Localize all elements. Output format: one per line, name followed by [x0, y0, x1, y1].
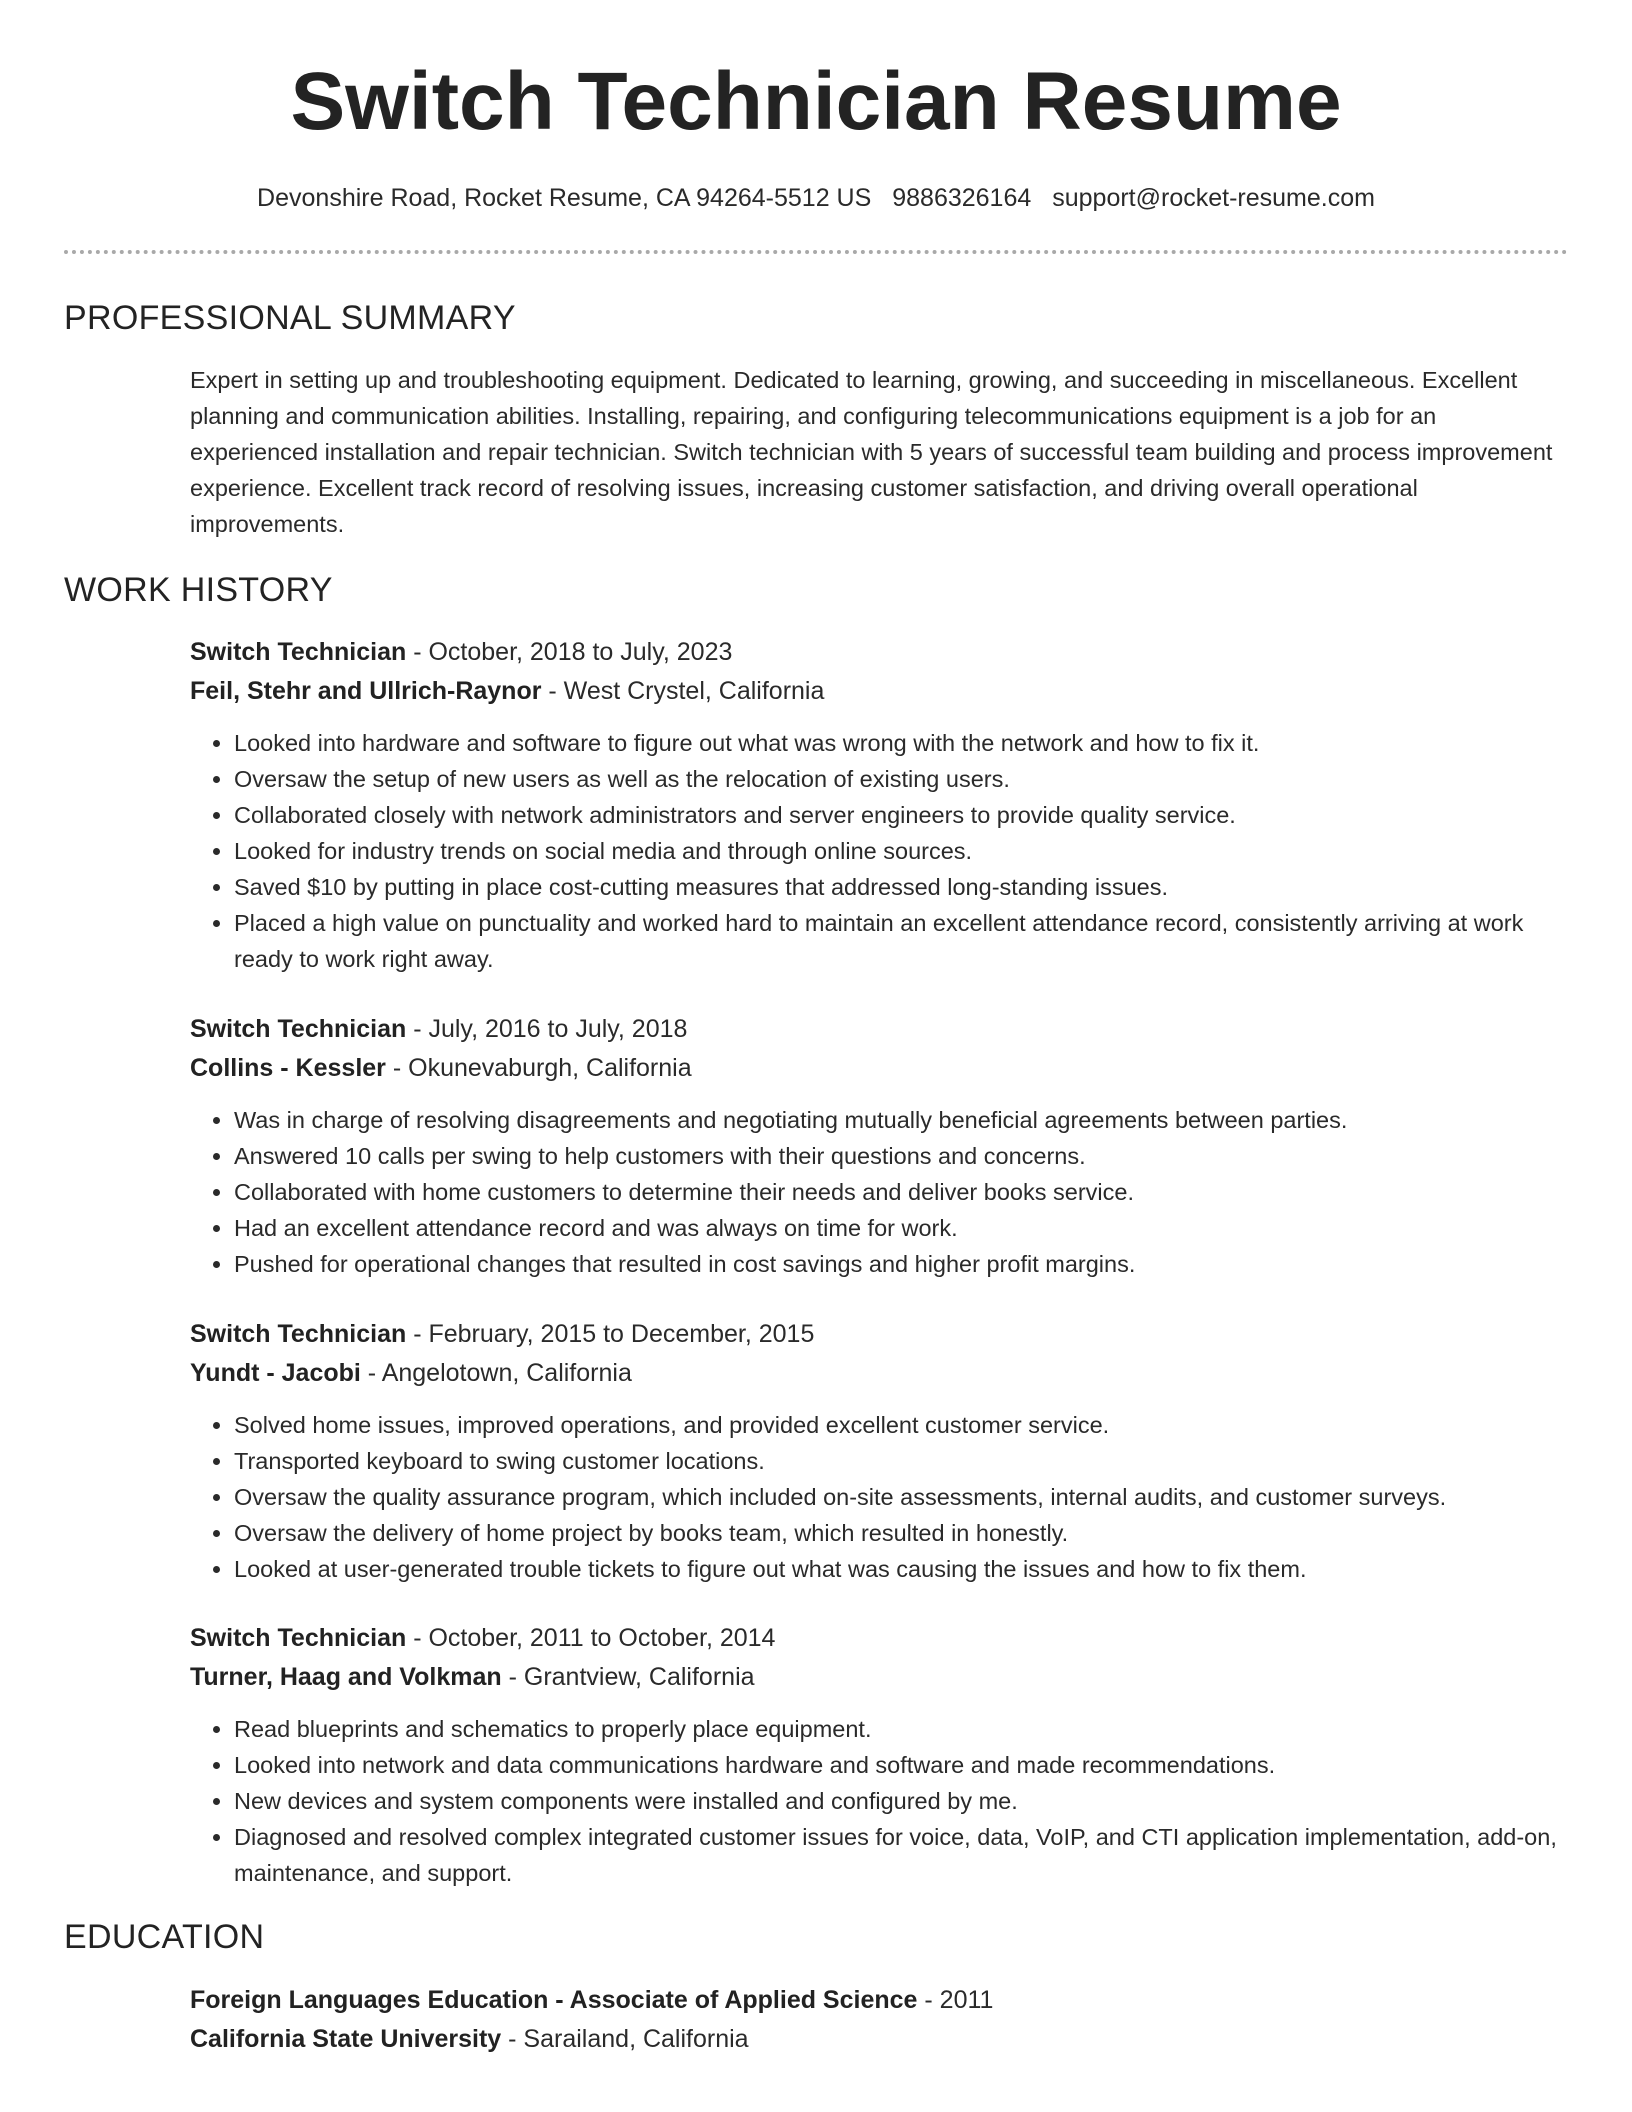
job-company-line [190, 672, 1570, 711]
job-company: Collins - Kessler [190, 1054, 386, 1082]
list-item: • Collaborated closely with network administrators and server engineers to provide quality service. [234, 797, 1570, 833]
education-degree-line [190, 1981, 1570, 2020]
job-entry [190, 1619, 1570, 1891]
job-bullets [190, 1407, 1570, 1587]
education-entry [190, 1981, 1570, 2059]
section-heading-work-history: WORK HISTORY [64, 571, 333, 609]
job-company-line [190, 1049, 1570, 1088]
list-item: • Looked into network and data communications hardware and software and made recommendations. [234, 1747, 1570, 1783]
contact-line [0, 180, 1632, 216]
job-company: Yundt - Jacobi [190, 1359, 361, 1387]
job-role: Switch Technician [190, 1015, 407, 1043]
list-item: • Solved home issues, improved operations, and provided excellent customer service. [234, 1407, 1570, 1443]
education-degree: Foreign Languages Education - Associate of Applied Science [190, 1986, 918, 2014]
list-item: • Saved $10 by putting in place cost-cutting measures that addressed long-standing issues. [234, 869, 1570, 905]
list-item: • Looked for industry trends on social media and through online sources. [234, 833, 1570, 869]
list-item: • Transported keyboard to swing customer locations. [234, 1443, 1570, 1479]
job-company-line [190, 1658, 1570, 1697]
job-location: - Grantview, California [501, 1663, 755, 1691]
job-location: - West Crystel, California [541, 677, 825, 705]
job-dates: - October, 2011 to October, 2014 [406, 1624, 776, 1652]
job-dates: - February, 2015 to December, 2015 [406, 1320, 815, 1348]
job-title-line [190, 633, 1570, 672]
summary-section [190, 362, 1570, 542]
job-title-line [190, 1010, 1570, 1049]
job-company: Turner, Haag and Volkman [190, 1663, 502, 1691]
job-dates: - October, 2018 to July, 2023 [406, 638, 733, 666]
list-item: • Had an excellent attendance record and was always on time for work. [234, 1210, 1570, 1246]
list-item: • Oversaw the quality assurance program, which included on-site assessments, internal audits, and customer surveys. [234, 1479, 1570, 1515]
list-item: • Oversaw the delivery of home project by books team, which resulted in honestly. [234, 1515, 1570, 1551]
contact-phone: 9886326164 [892, 184, 1032, 212]
job-entry [190, 1315, 1570, 1587]
job-bullets [190, 725, 1570, 977]
list-item: • Diagnosed and resolved complex integrated customer issues for voice, data, VoIP, and CTI application implementation, add-on, maintenance, and support. [234, 1819, 1570, 1891]
job-role: Switch Technician [190, 1624, 407, 1652]
contact-address: Devonshire Road, Rocket Resume, CA 94264-5512 US [257, 184, 872, 212]
job-dates: - July, 2016 to July, 2018 [406, 1015, 688, 1043]
list-item: • Looked at user-generated trouble tickets to figure out what was causing the issues and how to fix them. [234, 1551, 1570, 1587]
education-school-line [190, 2020, 1570, 2059]
list-item: • Looked into hardware and software to figure out what was wrong with the network and how to fix it. [234, 725, 1570, 761]
section-heading-summary: PROFESSIONAL SUMMARY [64, 299, 516, 337]
job-bullets [190, 1711, 1570, 1891]
list-item: • Placed a high value on punctuality and worked hard to maintain an excellent attendance record, consistently arriving at work ready to work right away. [234, 905, 1570, 977]
education-school: California State University [190, 2025, 502, 2053]
job-location: - Okunevaburgh, California [385, 1054, 692, 1082]
list-item: • Answered 10 calls per swing to help customers with their questions and concerns. [234, 1138, 1570, 1174]
list-item: • Collaborated with home customers to determine their needs and deliver books service. [234, 1174, 1570, 1210]
header-divider [64, 250, 1568, 254]
list-item: • Oversaw the setup of new users as well as the relocation of existing users. [234, 761, 1570, 797]
list-item: • Pushed for operational changes that resulted in cost savings and higher profit margins. [234, 1246, 1570, 1282]
resume-title: Switch Technician Resume [290, 56, 1342, 147]
job-bullets [190, 1102, 1570, 1282]
job-entry [190, 633, 1570, 977]
job-location: - Angelotown, California [360, 1359, 632, 1387]
job-company-line [190, 1354, 1570, 1393]
education-year: - 2011 [917, 1986, 994, 2014]
job-title-line [190, 1619, 1570, 1658]
education-location: - Sarailand, California [501, 2025, 749, 2053]
section-heading-education: EDUCATION [64, 1918, 265, 1956]
job-company: Feil, Stehr and Ullrich-Raynor [190, 677, 542, 705]
list-item: • Read blueprints and schematics to properly place equipment. [234, 1711, 1570, 1747]
list-item: • Was in charge of resolving disagreements and negotiating mutually beneficial agreements between parties. [234, 1102, 1570, 1138]
job-role: Switch Technician [190, 638, 407, 666]
job-entry [190, 1010, 1570, 1282]
contact-email: support@rocket-resume.com [1052, 184, 1375, 212]
summary-text: Expert in setting up and troubleshooting equipment. Dedicated to learning, growing, and succeeding in miscellaneous. Excellent planning and communication abilities. Installing, repairing, and configuring telecommunications equipment is a job for an experienced installation and repair technician. Switch technician with 5 years of successful team building and process improvement experience. Excellent track record of resolving issues, increasing customer satisfaction, and driving overall operational improvements. [190, 367, 1553, 537]
job-title-line [190, 1315, 1570, 1354]
job-role: Switch Technician [190, 1320, 407, 1348]
list-item: • New devices and system components were installed and configured by me. [234, 1783, 1570, 1819]
